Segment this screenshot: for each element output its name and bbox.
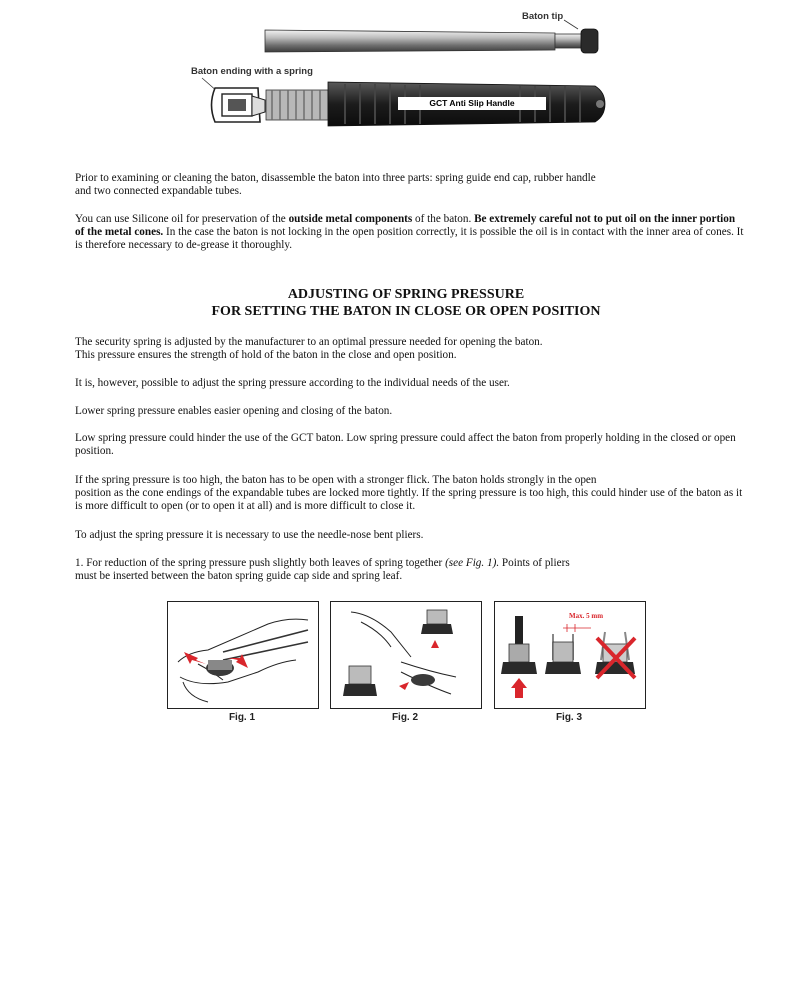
- paragraph-high-pressure-line1: If the spring pressure is too high, the baton has to be open with a stronger flick. The baton holds strongly in the open: [75, 474, 597, 486]
- fig-reference: (see Fig. 1).: [445, 557, 500, 569]
- text-segment: 1. For reduction of the spring pressure push slightly both leaves of spring together: [75, 557, 446, 569]
- paragraph-step1-line2: must be inserted between the baton spring guide cap side and spring leaf.: [75, 570, 403, 583]
- spring-cap-3: [595, 632, 635, 674]
- max-distance-label: Max. 5 mm: [569, 612, 604, 620]
- bold-segment: outside metal components: [288, 213, 413, 225]
- threaded-connector: [266, 90, 328, 120]
- paragraph-adjust-possible: It is, however, possible to adjust the spring pressure according to the individual needs of the user.: [75, 377, 510, 389]
- text-segment: of the baton.: [412, 213, 475, 225]
- spring-cap-lower: [343, 666, 377, 696]
- spring-cap-2: [545, 634, 581, 674]
- paragraph-silicone-oil: [75, 213, 745, 253]
- section-heading-line2: FOR SETTING THE BATON IN CLOSE OR OPEN POSITION: [211, 304, 601, 319]
- spring-end-cap: [212, 88, 266, 122]
- paragraph-pliers: To adjust the spring pressure it is necessary to use the needle-nose bent pliers.: [75, 529, 424, 541]
- figure-1: [167, 601, 319, 709]
- paragraph-step1: [75, 557, 745, 583]
- figure-2: [330, 601, 482, 709]
- figure-3: [494, 601, 646, 709]
- paragraph-low-pressure: Low spring pressure could hinder the use of the GCT baton. Low spring pressure could affect the baton from properly holding in the closed or open position.: [75, 432, 736, 458]
- red-arrow-up: [431, 640, 439, 648]
- handle-label: GCT Anti Slip Handle: [429, 98, 515, 108]
- paragraph-high-pressure: [75, 474, 745, 514]
- section-heading-line1: ADJUSTING OF SPRING PRESSURE: [287, 287, 525, 302]
- figure-2-drawing: [331, 602, 481, 708]
- measurement-marker: [563, 624, 591, 632]
- paragraph-lower-pressure: Lower spring pressure enables easier opening and closing of the baton.: [75, 405, 393, 417]
- paragraph-security-spring-line1: The security spring is adjusted by the manufacturer to an optimal pressure needed for opening the baton.: [75, 336, 543, 348]
- baton-tip-label: Baton tip: [522, 11, 564, 22]
- figure-1-caption: Fig. 1: [228, 712, 256, 723]
- bold-warning: Be extremely careful not to put oil on the inner portion of the metal cones.: [75, 213, 736, 239]
- baton-ending-label: Baton ending with a spring: [191, 66, 313, 77]
- red-arrow-push: [511, 678, 527, 698]
- text-segment: In the case the baton is not locking in the open position correctly, it is possible the oil is in contact with the inner area of cones. It is therefore necessary to de-grease it thoroughly.: [75, 226, 744, 252]
- section-heading: [0, 286, 812, 320]
- paragraph-disassemble-line1: Prior to examining or cleaning the baton, disassemble the baton into three parts: spring guide end cap, rubber handle: [75, 172, 596, 184]
- figure-3-caption: Fig. 3: [555, 712, 583, 723]
- spring-cap-upper: [421, 610, 453, 634]
- baton-tubes: [265, 29, 598, 53]
- red-arrow-left: [184, 652, 206, 664]
- text-segment: You can use Silicone oil for preservation of the: [75, 213, 289, 225]
- text-segment: Points of pliers: [499, 557, 570, 569]
- baton-tip-leader: [564, 20, 578, 29]
- paragraph-security-spring: [75, 336, 745, 362]
- paragraph-disassemble-line2: and two connected expandable tubes.: [75, 185, 242, 198]
- paragraph-security-spring-line2: This pressure ensures the strength of hold of the baton in the close and open position.: [75, 349, 457, 362]
- figure-2-caption: Fig. 2: [391, 712, 419, 723]
- figure-1-drawing: [168, 602, 318, 708]
- red-arrow-diagonal: [399, 682, 409, 690]
- paragraph-disassemble: [75, 172, 745, 198]
- spring-cap-1: [501, 616, 537, 674]
- paragraph-high-pressure-rest: position as the cone endings of the expandable tubes are locked more tightly. If the spring pressure is too high, this could hinder use of the baton as it is more difficult to open (or to open it at all) and is more difficult to close it.: [75, 487, 743, 513]
